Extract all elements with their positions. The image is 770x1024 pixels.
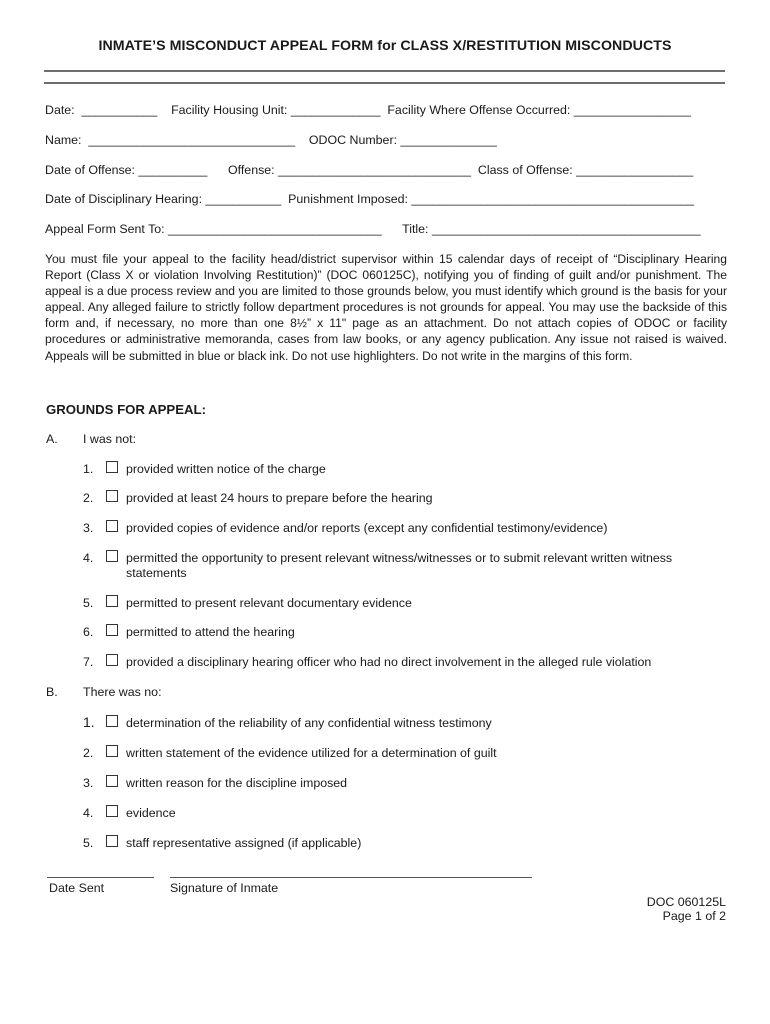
ground-a3-checkbox[interactable] — [106, 520, 118, 532]
ground-a7-text: provided a disciplinary hearing officer who had no direct involvement in the alleged rule violation — [126, 655, 652, 669]
signature-label: Signature of Inmate — [170, 881, 279, 895]
ground-b5-text: staff representative assigned (if applicable) — [126, 836, 362, 850]
ground-b4-number: 4. — [83, 806, 94, 820]
footer — [647, 895, 726, 923]
ground-b2-text: written statement of the evidence utilized for a determination of guilt — [126, 746, 497, 760]
page-number: Page 1 of 2 — [662, 909, 726, 923]
ground-a2-number: 2. — [83, 491, 94, 505]
ground-a3-text: provided copies of evidence and/or reports (except any confidential testimony/evidence) — [126, 521, 608, 535]
ground-a5-number: 5. — [83, 596, 94, 610]
ground-a7-number: 7. — [83, 655, 94, 669]
ground-b4-checkbox[interactable] — [106, 805, 118, 817]
field-row-offense[interactable]: Date of Offense: __________ Offense: ____________________________ Class of Offense: _________________ — [45, 163, 694, 177]
ground-a1-text: provided written notice of the charge — [126, 462, 326, 476]
ground-a1-checkbox[interactable] — [106, 461, 118, 473]
ground-b2-number: 2. — [83, 746, 94, 760]
title-rule-bottom — [44, 82, 725, 84]
ground-b5-number: 5. — [83, 836, 94, 850]
ground-a5-text: permitted to present relevant documentary evidence — [126, 596, 412, 610]
ground-a4-checkbox[interactable] — [106, 550, 118, 562]
doc-number: DOC 060125L — [646, 895, 726, 909]
ground-b1-checkbox[interactable] — [106, 715, 118, 727]
ground-a5-checkbox[interactable] — [106, 595, 118, 607]
title-rule-top — [44, 70, 725, 72]
instructions-paragraph: You must file your appeal to the facility head/district supervisor within 15 calendar days of receipt of “Disciplinary Hearing Report (Class X or violation Involving Restitution)” (DOC 060125C), notifying you of finding of guilt and/or punishment. The appeal is a due process review and you are limited to those grounds below, you must identify which ground is the basis for your appeal. Any alleged failure to strictly follow department procedures is not grounds for appeal. You may use the backside of this form and, if necessary, no more than one 8½” x 11" page as an attachment. Do not attach copies of ODOC or facility procedures or administrative memoranda, cases from law books, or any agency publication. Any issue not raised is waived. Appeals will be submitted in blue or black ink. Do not use highlighters. Do not write in the margins of this form. — [45, 252, 727, 363]
date-sent-label: Date Sent — [49, 881, 105, 895]
field-row-name-odoc[interactable]: Name: ______________________________ ODOC Number: ______________ — [45, 133, 497, 147]
date-sent-line[interactable] — [47, 877, 154, 878]
section-a-letter: A. — [46, 432, 58, 446]
ground-b3-text: written reason for the discipline imposed — [126, 776, 348, 790]
section-a-label: I was not: — [83, 432, 137, 446]
ground-a6-text: permitted to attend the hearing — [126, 625, 295, 639]
field-row-hearing-punishment[interactable]: Date of Disciplinary Hearing: ___________ Punishment Imposed: _________________________________________ — [45, 192, 694, 206]
ground-a4-number: 4. — [83, 551, 94, 565]
field-row-sent-to-title[interactable]: Appeal Form Sent To: _______________________________ Title: _______________________________________ — [45, 222, 701, 236]
ground-a7-checkbox[interactable] — [106, 654, 118, 666]
ground-b5-checkbox[interactable] — [106, 835, 118, 847]
ground-a3-number: 3. — [83, 521, 94, 535]
ground-b1-text: determination of the reliability of any confidential witness testimony — [126, 716, 492, 730]
ground-a2-text: provided at least 24 hours to prepare before the hearing — [126, 491, 433, 505]
ground-a1-number: 1. — [83, 462, 94, 476]
ground-b2-checkbox[interactable] — [106, 745, 118, 757]
signature-line[interactable] — [170, 877, 532, 878]
ground-a6-number: 6. — [83, 625, 94, 639]
section-b-letter: B. — [46, 685, 58, 699]
ground-a6-checkbox[interactable] — [106, 624, 118, 636]
ground-b3-number: 3. — [83, 776, 94, 790]
ground-b4-text: evidence — [126, 806, 176, 820]
ground-a2-checkbox[interactable] — [106, 490, 118, 502]
ground-a4-text: permitted the opportunity to present relevant witness/witnesses or to submit relevant written witness statements — [126, 551, 673, 580]
ground-b1-number: 1. — [83, 714, 95, 730]
form-title: INMATE’S MISCONDUCT APPEAL FORM for CLASS X/RESTITUTION MISCONDUCTS — [98, 38, 672, 54]
section-b-label: There was no: — [83, 685, 162, 699]
field-row-date-facility[interactable]: Date: ___________ Facility Housing Unit: _____________ Facility Where Offense Occurred: _________________ — [45, 103, 691, 117]
ground-b3-checkbox[interactable] — [106, 775, 118, 787]
grounds-heading: GROUNDS FOR APPEAL: — [46, 402, 206, 417]
